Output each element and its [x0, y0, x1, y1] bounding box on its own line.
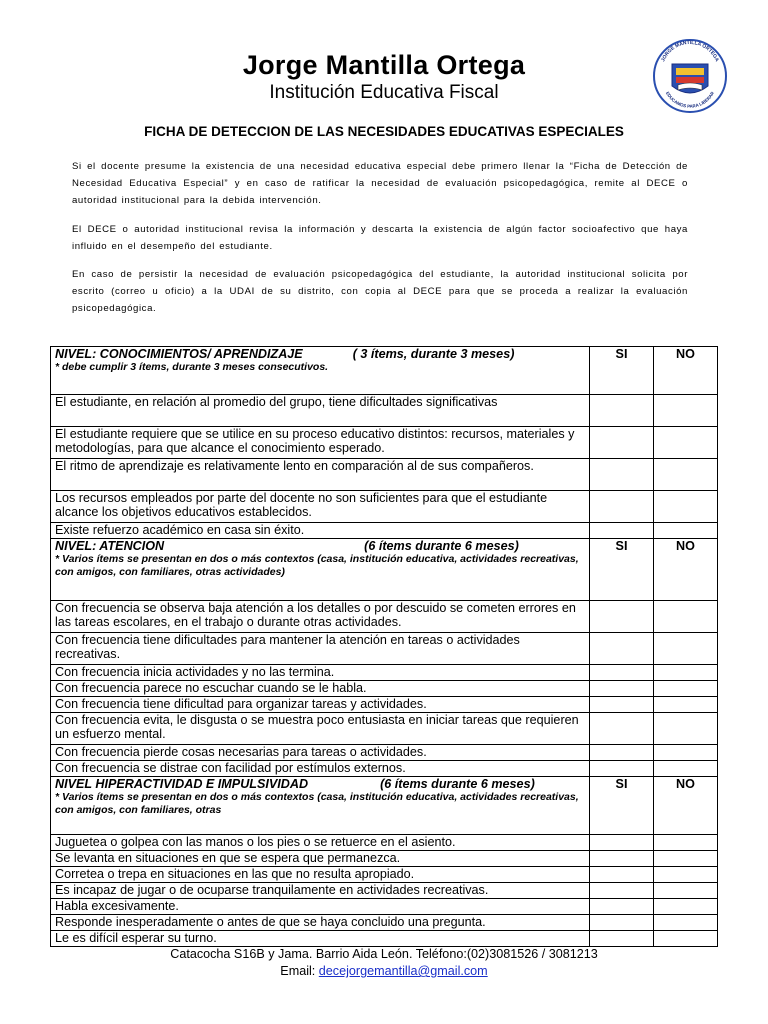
item-text: Con frecuencia se observa baja atención a los detalles o por descuido se cometen errores en las tareas escolares, en el trabajo o durante otras actividades. — [51, 601, 590, 633]
table-row — [51, 665, 718, 681]
school-name: Jorge Mantilla Ortega — [242, 50, 526, 80]
si-checkbox-cell[interactable] — [590, 745, 654, 761]
si-checkbox-cell[interactable] — [590, 459, 654, 491]
no-checkbox-cell[interactable] — [654, 883, 718, 899]
no-checkbox-cell[interactable] — [654, 867, 718, 883]
item-text: Existe refuerzo académico en casa sin éxito. — [51, 523, 590, 539]
si-checkbox-cell[interactable] — [590, 491, 654, 523]
table-row — [51, 761, 718, 777]
section-header-row — [51, 777, 718, 835]
section-title: NIVEL: CONOCIMIENTOS/ APRENDIZAJE — [55, 347, 303, 361]
item-text: Con frecuencia tiene dificultades para mantener la atención en tareas o actividades recreativas. — [51, 633, 590, 665]
no-checkbox-cell[interactable] — [654, 633, 718, 665]
no-checkbox-cell[interactable] — [654, 851, 718, 867]
no-checkbox-cell[interactable] — [654, 459, 718, 491]
footer-address: Catacocha S16B y Jama. Barrio Aida León. Teléfono:(02)3081526 / 3081213 — [170, 947, 598, 961]
no-checkbox-cell[interactable] — [654, 745, 718, 761]
no-checkbox-cell[interactable] — [654, 395, 718, 427]
paragraph-2: El DECE o autoridad institucional revisa la información y descarta la existencia de algún factor socioafectivo que haya influido en el desempeño del estudiante. — [72, 224, 688, 252]
si-checkbox-cell[interactable] — [590, 395, 654, 427]
table-row — [51, 883, 718, 899]
paragraph-3: En caso de persistir la necesidad de evaluación psicopedagógica del estudiante, la autoridad institucional solicita por escrito (correo u oficio) a la UDAI de su distrito, con copia al DECE para que se proceda a realizar la evaluación psicopedagógica. — [72, 269, 688, 314]
school-logo — [652, 38, 728, 114]
email-link[interactable]: decejorgemantilla@gmail.com — [318, 964, 488, 978]
table-row — [51, 427, 718, 459]
table-row — [51, 395, 718, 427]
si-checkbox-cell[interactable] — [590, 867, 654, 883]
si-checkbox-cell[interactable] — [590, 633, 654, 665]
section-header-row — [51, 539, 718, 601]
si-checkbox-cell[interactable] — [590, 835, 654, 851]
item-text: Con frecuencia parece no escuchar cuando se le habla. — [51, 681, 590, 697]
item-text: Le es difícil esperar su turno. — [51, 931, 590, 947]
section-duration: ( 3 ítems, durante 3 meses) — [352, 347, 515, 361]
si-checkbox-cell[interactable] — [590, 883, 654, 899]
no-checkbox-cell[interactable] — [654, 665, 718, 681]
no-header: NO — [654, 539, 718, 601]
section-header — [51, 347, 590, 395]
paragraph-1: Si el docente presume la existencia de una necesidad educativa especial debe primero llenar la “Ficha de Detección de Necesidad Educativa Especial” y en caso de ratificar la necesidad de evaluación psicopedagógica, remite al DECE o autoridad institucional para la debida intervención. — [72, 161, 688, 206]
section-header — [51, 539, 590, 601]
item-text: El estudiante requiere que se utilice en su proceso educativo distintos: recursos, materiales y metodologías, para que alcance el conocimiento esperado. — [51, 427, 590, 459]
email-label: Email: — [280, 964, 316, 978]
no-checkbox-cell[interactable] — [654, 915, 718, 931]
section-header — [51, 777, 590, 835]
assessment-table — [50, 346, 718, 947]
table-row — [51, 915, 718, 931]
si-header: SI — [590, 777, 654, 835]
section-header-row — [51, 347, 718, 395]
item-text: Es incapaz de jugar o de ocuparse tranquilamente en actividades recreativas. — [51, 883, 590, 899]
si-checkbox-cell[interactable] — [590, 899, 654, 915]
section-duration: (6 ítems durante 6 meses) — [380, 777, 535, 791]
item-text: Con frecuencia evita, le disgusta o se muestra poco entusiasta en iniciar tareas que requieren un esfuerzo mental. — [51, 713, 590, 745]
item-text: Habla excesivamente. — [51, 899, 590, 915]
si-checkbox-cell[interactable] — [590, 713, 654, 745]
si-header: SI — [590, 347, 654, 395]
si-checkbox-cell[interactable] — [590, 665, 654, 681]
no-checkbox-cell[interactable] — [654, 601, 718, 633]
table-row — [51, 601, 718, 633]
si-checkbox-cell[interactable] — [590, 915, 654, 931]
no-checkbox-cell[interactable] — [654, 931, 718, 947]
section-title: NIVEL: ATENCION — [55, 539, 165, 553]
item-text: Con frecuencia se distrae con facilidad por estímulos externos. — [51, 761, 590, 777]
si-checkbox-cell[interactable] — [590, 931, 654, 947]
item-text: Juguetea o golpea con las manos o los pies o se retuerce en el asiento. — [51, 835, 590, 851]
logo-top-text: JORGE MANTILLA ORTEGA — [660, 39, 720, 63]
item-text: Con frecuencia pierde cosas necesarias para tareas o actividades. — [51, 745, 590, 761]
table-row — [51, 681, 718, 697]
si-checkbox-cell[interactable] — [590, 681, 654, 697]
school-subtitle: Institución Educativa Fiscal — [269, 82, 499, 103]
no-checkbox-cell[interactable] — [654, 761, 718, 777]
no-checkbox-cell[interactable] — [654, 835, 718, 851]
table-row — [51, 867, 718, 883]
si-checkbox-cell[interactable] — [590, 851, 654, 867]
logo-bottom-text: EDUCAMOS PARA LIBERAR — [664, 90, 716, 109]
table-row — [51, 899, 718, 915]
item-text: Los recursos empleados por parte del docente no son suficientes para que el estudiante alcance los objetivos educativos establecidos. — [51, 491, 590, 523]
section-note: * Varios ítems se presentan en dos o más contextos (casa, institución educativa, actividades recreativas, con amigos, con familiares, otras actividades) — [55, 553, 579, 578]
no-header: NO — [654, 777, 718, 835]
document-title: FICHA DE DETECCION DE LAS NECESIDADES EDUCATIVAS ESPECIALES — [144, 124, 624, 139]
item-text: El estudiante, en relación al promedio del grupo, tiene dificultades significativas — [51, 395, 590, 427]
table-row — [51, 491, 718, 523]
no-checkbox-cell[interactable] — [654, 899, 718, 915]
no-checkbox-cell[interactable] — [654, 427, 718, 459]
table-row — [51, 745, 718, 761]
no-checkbox-cell[interactable] — [654, 523, 718, 539]
no-checkbox-cell[interactable] — [654, 681, 718, 697]
item-text: Corretea o trepa en situaciones en las que no resulta apropiado. — [51, 867, 590, 883]
si-checkbox-cell[interactable] — [590, 601, 654, 633]
table-row — [51, 835, 718, 851]
table-row — [51, 633, 718, 665]
table-row — [51, 523, 718, 539]
si-checkbox-cell[interactable] — [590, 761, 654, 777]
footer-email — [0, 964, 768, 978]
section-note: * Varios ítems se presentan en dos o más contextos (casa, institución educativa, actividades recreativas, con amigos, con familiares, otras — [55, 791, 579, 816]
table-row — [51, 459, 718, 491]
no-checkbox-cell[interactable] — [654, 491, 718, 523]
no-checkbox-cell[interactable] — [654, 713, 718, 745]
no-checkbox-cell[interactable] — [654, 697, 718, 713]
item-text: Se levanta en situaciones en que se espera que permanezca. — [51, 851, 590, 867]
si-checkbox-cell[interactable] — [590, 427, 654, 459]
no-header: NO — [654, 347, 718, 395]
section-title: NIVEL HIPERACTIVIDAD E IMPULSIVIDAD — [55, 777, 309, 791]
section-duration: (6 ítems durante 6 meses) — [364, 539, 519, 553]
item-text: Con frecuencia tiene dificultad para organizar tareas y actividades. — [51, 697, 590, 713]
si-header: SI — [590, 539, 654, 601]
table-row — [51, 713, 718, 745]
section-note: * debe cumplir 3 ítems, durante 3 meses consecutivos. — [55, 361, 329, 373]
si-checkbox-cell[interactable] — [590, 697, 654, 713]
item-text: Responde inesperadamente o antes de que se haya concluido una pregunta. — [51, 915, 590, 931]
table-row — [51, 697, 718, 713]
item-text: Con frecuencia inicia actividades y no las termina. — [51, 665, 590, 681]
item-text: El ritmo de aprendizaje es relativamente lento en comparación al de sus compañeros. — [51, 459, 590, 491]
table-row — [51, 931, 718, 947]
si-checkbox-cell[interactable] — [590, 523, 654, 539]
table-row — [51, 851, 718, 867]
